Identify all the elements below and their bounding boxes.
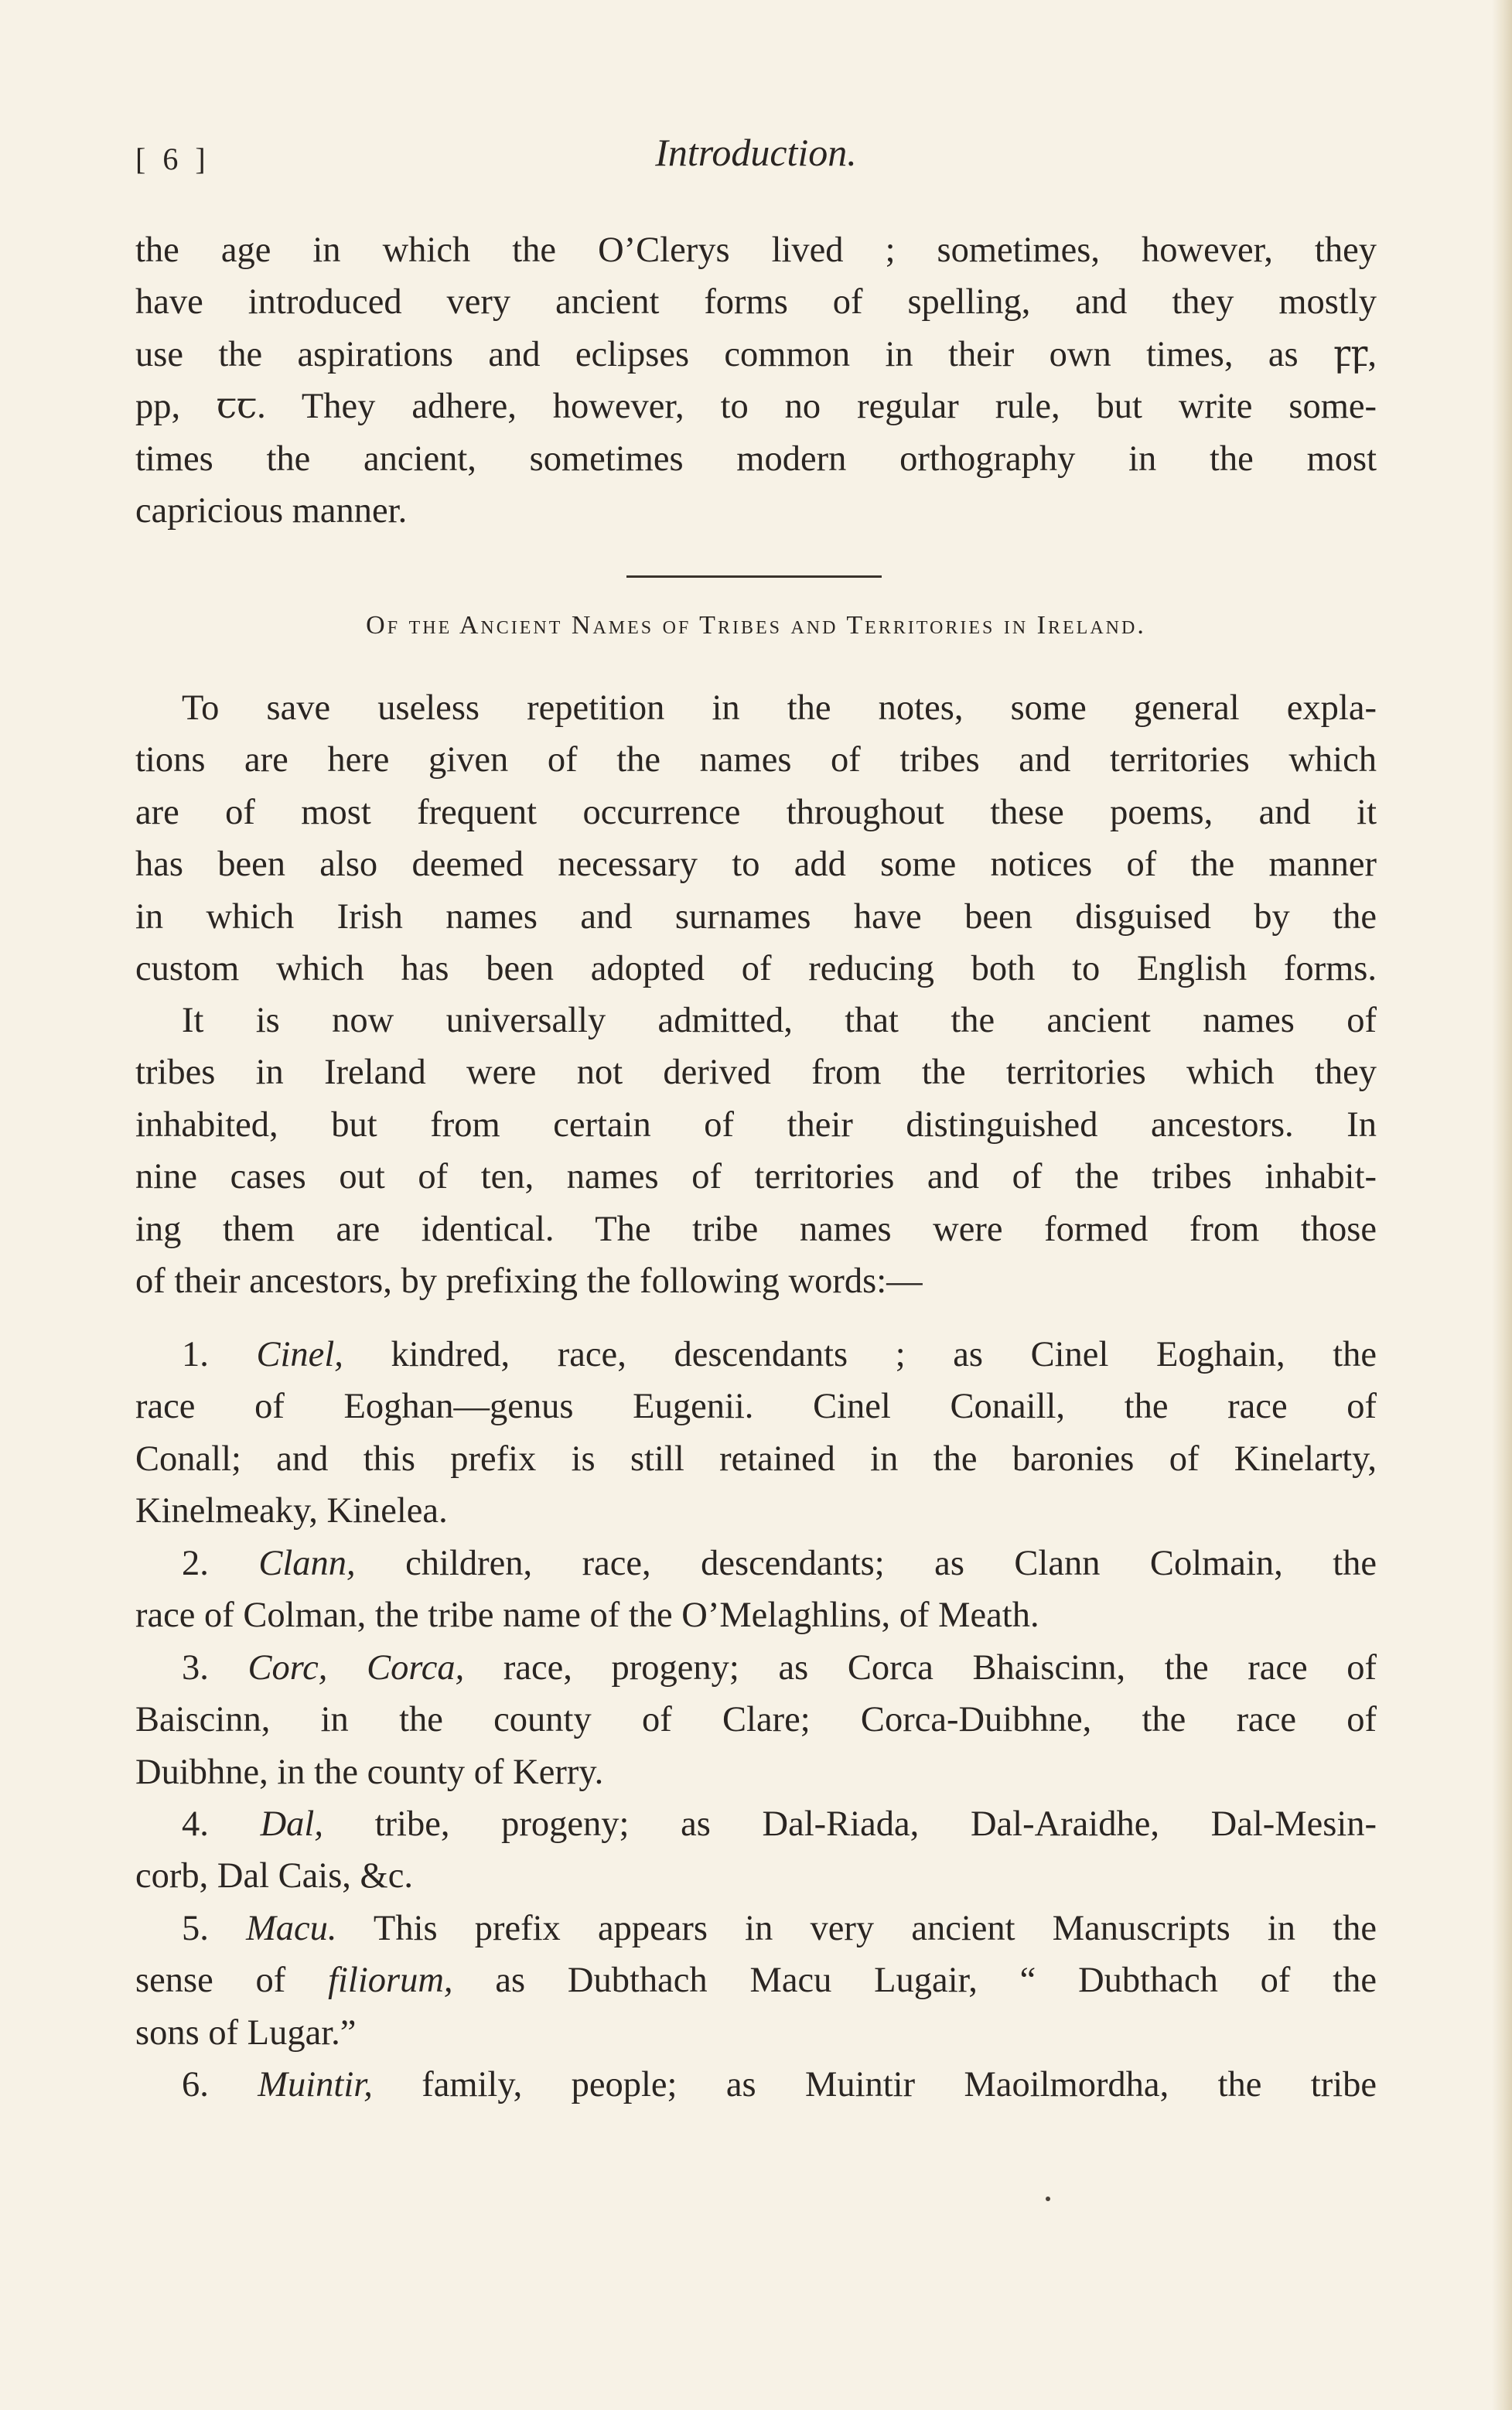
text-line: Duibhne, in the county of Kerry. [135, 1752, 604, 1792]
text-line: Kinelmeaky, Kinelea. [135, 1491, 448, 1531]
text-line: times the ancient, sometimes modern orthography in the most [135, 439, 1377, 479]
section-divider [626, 575, 882, 578]
text-line: nine cases out of ten, names of territories and of the tribes inhabit- [135, 1157, 1377, 1197]
text-line: are of most frequent occurrence throughout these poems, and it [135, 792, 1377, 832]
text-line: in which Irish names and surnames have been disguised by the [135, 896, 1377, 937]
intro-paragraph [135, 682, 1377, 995]
item-number: 2. [182, 1544, 209, 1583]
item-term: Muintir, [258, 2065, 373, 2104]
text-line: sense of filiorum, as Dubthach Macu Lugair, “ Dubthach of the [135, 1961, 1377, 2001]
text-line: sons of Lugar.” [135, 2012, 357, 2053]
text-line: It is now universally admitted, that the ancient names of [182, 1001, 1377, 1040]
list-item [135, 1642, 1377, 1798]
section-heading: Of the Ancient Names of Tribes and Territories in Ireland. [366, 611, 1146, 640]
item-number: 3. [182, 1648, 209, 1688]
text-line: 6. Muintir, family, people; as Muintir Maoilmordha, the tribe [182, 2065, 1377, 2104]
text-line: ing them are identical. The tribe names were formed from those [135, 1209, 1377, 1249]
text-line: To save useless repetition in the notes, some general expla- [182, 688, 1377, 728]
text-line: 5. Macu. This prefix appears in very ancient Manuscripts in the [182, 1909, 1377, 1948]
item-term: Corc, Corca, [247, 1648, 465, 1688]
text-line: has been also deemed necessary to add some notices of the manner [135, 845, 1377, 885]
item-number: 5. [182, 1909, 209, 1948]
item-term: Clann, [258, 1544, 356, 1583]
text-line: tions are here given of the names of tribes and territories which [135, 740, 1377, 780]
text-line: pp, ꞇꞇ. They adhere, however, to no regular rule, but write some- [135, 387, 1377, 427]
item-term: Dal, [260, 1804, 323, 1844]
text-line: tribes in Ireland were not derived from the territories which they [135, 1053, 1377, 1093]
text-line: corb, Dal Cais, &c. [135, 1856, 413, 1896]
text-line: Conall; and this prefix is still retained in the baronies of Kinelarty, [135, 1439, 1377, 1479]
list-item [135, 1903, 1377, 2059]
text-line: race of Colman, the tribe name of the O’Melaghlins, of Meath. [135, 1596, 1039, 1636]
text-line: 3. Corc, Corca, race, progeny; as Corca Bhaiscinn, the race of [182, 1648, 1377, 1688]
item-number: 6. [182, 2065, 209, 2104]
ink-dot [1046, 2197, 1050, 2201]
list-item [135, 1329, 1377, 1538]
text-line: 1. Cinel, kindred, race, descendants ; as Cinel Eoghain, the [182, 1335, 1377, 1374]
text-line: custom which has been adopted of reducing both to English forms. [135, 948, 1377, 988]
list-item [135, 1798, 1377, 1903]
text-line: have introduced very ancient forms of spelling, and they mostly [135, 282, 1377, 323]
page-edge [1492, 0, 1512, 2410]
item-number: 4. [182, 1804, 209, 1844]
text-line: inhabited, but from certain of their distinguished ancestors. In [135, 1104, 1377, 1145]
item-term: Macu. [246, 1909, 337, 1948]
item-number: 1. [182, 1335, 209, 1374]
text-line: the age in which the O’Clerys lived ; sometimes, however, they [135, 230, 1377, 270]
text-line: of their ancestors, by prefixing the following words:— [135, 1261, 923, 1301]
text-line: use the aspirations and eclipses common in their own times, as ꝼꝼ, [135, 334, 1377, 374]
text-line: 2. Clann, children, race, descendants; as Clann Colmain, the [182, 1544, 1377, 1583]
text-line: Baiscinn, in the county of Clare; Corca-Duibhne, the race of [135, 1700, 1377, 1740]
page-header [135, 130, 1377, 184]
text-line: race of Eoghan—genus Eugenii. Cinel Conaill, the race of [135, 1387, 1377, 1427]
text-line: capricious manner. [135, 490, 408, 531]
page-number: [ 6 ] [135, 142, 210, 176]
list-item [135, 1538, 1377, 1642]
item-term: Cinel, [256, 1335, 343, 1374]
opening-paragraph [135, 224, 1377, 537]
list-item [135, 2059, 1377, 2111]
text-line: 4. Dal, tribe, progeny; as Dal-Riada, Dal-Araidhe, Dal-Mesin- [182, 1804, 1377, 1844]
tribes-paragraph [135, 995, 1377, 1307]
running-title: Introduction. [655, 131, 857, 174]
